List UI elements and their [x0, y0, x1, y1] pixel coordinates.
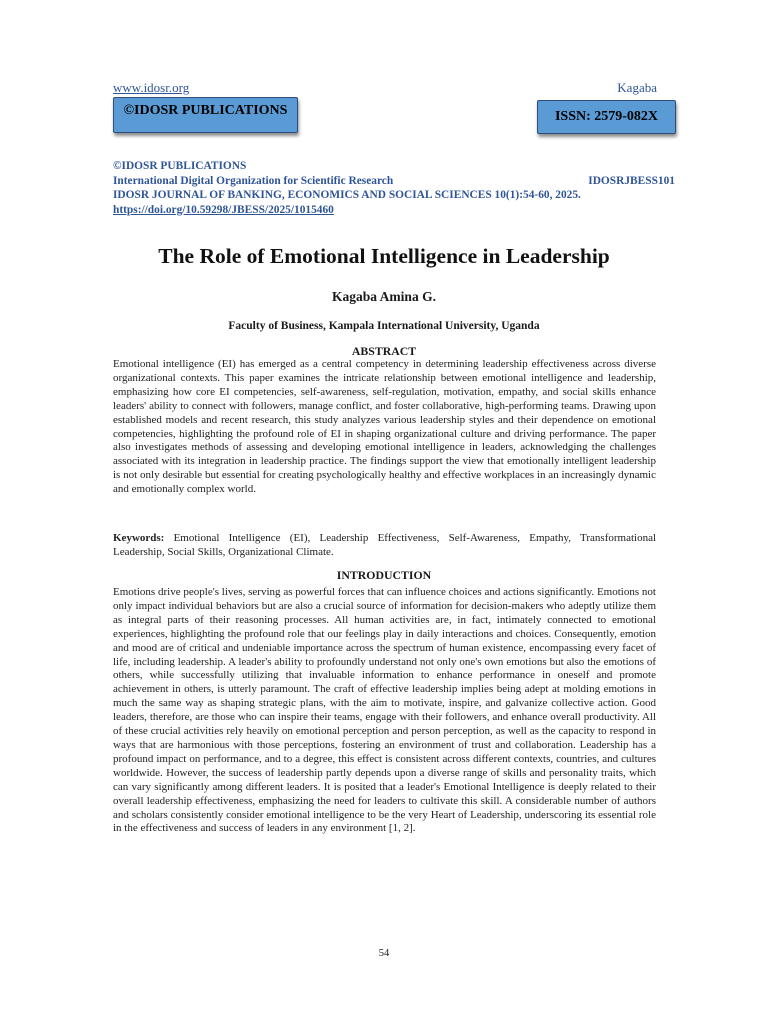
abstract-text: Emotional intelligence (EI) has emerged as a central competency in determining leadership effectiveness across diverse organizational contexts. This paper examines the intricate relationship between emotional intelligence and leadership, emphasizing how core EI competencies, self-awareness, self-regulation, motivation, empathy, and social skills enhance leaders' ability to connect with followers, manage conflict, and foster collaborative, high-performing teams. Drawing upon established models and recent research, this study analyzes various leadership styles and their dependence on emotional competencies, highlighting the profound role of EI in shaping organizational culture and driving performance. The paper also investigates methods of assessing and developing emotional intelligence in leaders, acknowledging the challenges associated with its integration in leadership practice. The findings support the view that emotionally intelligent leadership is not only desirable but essential for creating psychologically healthy and effective workplaces in an increasingly dynamic and emotionally complex world.	[113, 358, 656, 496]
keywords-list: Emotional Intelligence (EI), Leadership Effectiveness, Self-Awareness, Empathy, Transformational Leadership, Social Skills, Organizational Climate.	[113, 532, 657, 558]
article-author: Kagaba Amina G.	[332, 289, 436, 304]
journal-code: IDOSRJBESS101	[588, 174, 675, 187]
journal-citation: IDOSR JOURNAL OF BANKING, ECONOMICS AND SOCIAL SCIENCES 10(1):54-60, 2025.	[113, 189, 581, 201]
author-affiliation: Faculty of Business, Kampala International University, Uganda	[228, 320, 540, 332]
publisher-badge: ©IDOSR PUBLICATIONS	[113, 97, 298, 133]
keywords-label: Keywords:	[113, 532, 165, 544]
journal-info	[113, 159, 675, 217]
article-title: The Role of Emotional Intelligence in Leadership	[158, 244, 610, 268]
journal-org-row	[113, 174, 675, 189]
running-author: Kagaba	[617, 80, 657, 95]
doi-link[interactable]: https://doi.org/10.59298/JBESS/2025/1015460	[113, 203, 334, 216]
introduction-text: Emotions drive people's lives, serving as powerful forces that can influence choices and actions significantly. Emotions not only impact individual behaviors but are also a crucial source of information for decision-makers who adeptly utilize them as integral parts of their reasoning processes. All human activities are, in fact, intimately connected to emotional experiences, highlighting the profound role that our feelings play in daily interactions and choices. Consequently, emotion and mood are of critical and undeniable importance across the spectrum of human existence, encompassing every facet of life, including leadership. A leader's ability to profoundly understand not only one's own emotions but also the emotions of others, while successfully utilizing that invaluable information to enhance performance in oneself and promote achievement in others, is utterly paramount. The craft of effective leadership implies being adept at molding emotions in much the same way as shaping strategic plans, with the aim to motivate, inspire, and galvanize collective action. Good leaders, therefore, are those who can inspire their teams, engage with their followers, and enhance overall productivity. All of these crucial activities rely heavily on emotional perception and person perception, as well as the capacity to respond in ways that are harmonious with those perceptions, fostering an environment of trust and collaboration. Leadership has a profound impact on performance, and to a degree, this effect is consistent across different contexts, countries, and cultures worldwide. However, the success of leadership partly depends upon a diverse range of skills and personality traits, which can vary significantly among different leaders. It is posited that a leader's Emotional Intelligence is deeply related to their overall leadership effectiveness, emphasizing the need for leaders to cultivate this skill. A considerable number of authors and scholars consistently consider emotional intelligence to be the very Heart of Leadership, underscoring its essential role in the effectiveness and success of leaders in any environment [1, 2].	[113, 586, 656, 835]
issn-badge: ISSN: 2579-082X	[537, 100, 676, 134]
introduction-heading: INTRODUCTION	[336, 568, 432, 582]
page-number: 54	[378, 948, 390, 959]
journal-publisher: ©IDOSR PUBLICATIONS	[113, 160, 247, 172]
keywords	[113, 532, 656, 560]
abstract-heading: ABSTRACT	[351, 344, 417, 358]
journal-organization: International Digital Organization for Scientific Research	[113, 174, 394, 187]
site-link[interactable]: www.idosr.org	[113, 80, 190, 95]
